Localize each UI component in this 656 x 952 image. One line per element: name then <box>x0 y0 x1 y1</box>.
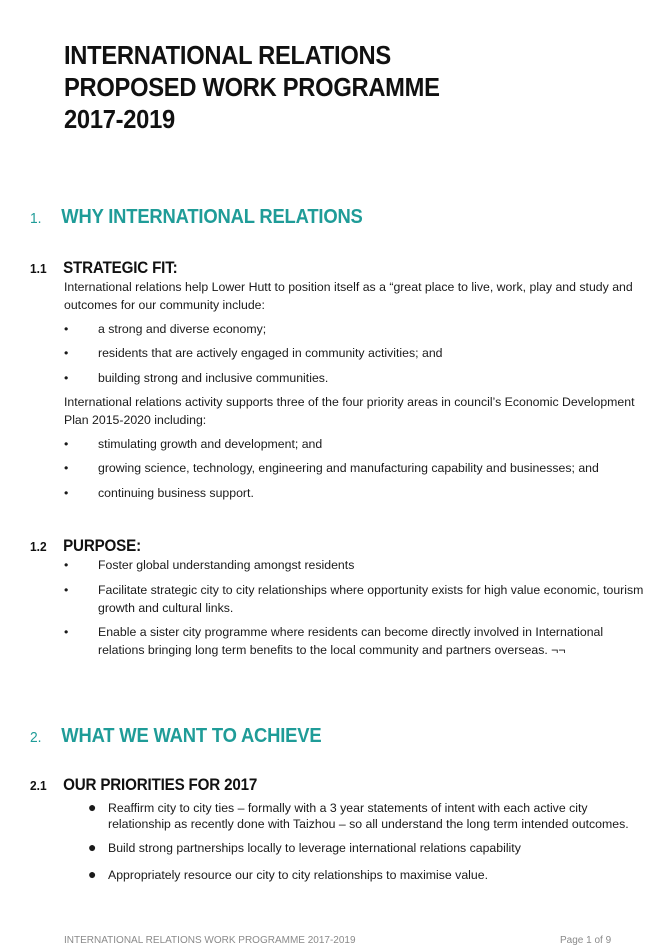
subsection-2-1-number: 2.1 <box>30 778 47 793</box>
footer-page-number: Page 1 of 9 <box>560 935 612 946</box>
bullet-mark: ● <box>88 799 97 815</box>
list-item-text: continuing business support. <box>98 486 254 500</box>
bullet-mark: • <box>64 558 69 572</box>
list-item-text: Facilitate strategic city to city relationships where opportunity exists for high value economic, tourism growth and cultural links. <box>98 583 644 615</box>
section-2-title: WHAT WE WANT TO ACHIEVE <box>61 725 322 747</box>
title-line-3: 2017-2019 <box>64 106 175 134</box>
document-title <box>64 40 440 136</box>
bullet-mark: • <box>64 371 69 385</box>
section-2-number: 2. <box>30 729 42 746</box>
list-item-text: growing science, technology, engineering and manufacturing capability and businesses; and <box>98 461 599 475</box>
list-item-text: a strong and diverse economy; <box>98 322 267 336</box>
list-item-text: Foster global understanding amongst residents <box>98 558 355 572</box>
title-line-2: PROPOSED WORK PROGRAMME <box>64 74 440 102</box>
subsection-2-1-title: OUR PRIORITIES FOR 2017 <box>63 776 258 794</box>
section-1-number: 1. <box>30 210 42 227</box>
section-2-heading <box>30 721 321 749</box>
bullet-mark: • <box>64 322 69 336</box>
strategic-fit-intro: International relations help Lower Hutt to position itself as a “great place to live, work, play and study and outcomes for our community include: <box>64 280 633 312</box>
footer-document-title: INTERNATIONAL RELATIONS WORK PROGRAMME 2017-2019 <box>64 935 356 946</box>
list-item-text: building strong and inclusive communities. <box>98 371 329 385</box>
list-item-text: residents that are actively engaged in community activities; and <box>98 346 443 360</box>
section-1-title: WHY INTERNATIONAL RELATIONS <box>61 206 363 228</box>
subsection-1-2-number: 1.2 <box>30 539 47 554</box>
list-item-text: Appropriately resource our city to city relationships to maximise value. <box>108 868 488 882</box>
list-item-text: Reaffirm city to city ties – formally with a 3 year statements of intent with each active city relationship as recently done with Taizhou – so all understand the long term intended outcomes. <box>108 801 629 831</box>
subsection-1-1-heading <box>30 256 177 278</box>
bullet-mark: • <box>64 437 69 451</box>
list-item-text: Build strong partnerships locally to leverage international relations capability <box>108 841 521 855</box>
subsection-1-2-title: PURPOSE: <box>63 537 141 555</box>
bullet-mark: • <box>64 346 69 360</box>
bullet-mark: • <box>64 625 69 639</box>
subsection-1-1-title: STRATEGIC FIT: <box>63 259 178 277</box>
bullet-mark: • <box>64 583 69 597</box>
section-1-heading <box>30 202 363 230</box>
bullet-mark: • <box>64 461 69 475</box>
bullet-mark: • <box>64 486 69 500</box>
bullet-mark: ● <box>88 866 97 882</box>
list-item-text: Enable a sister city programme where residents can become directly involved in International relations bringing long term benefits to the local community and partners overseas. ¬¬ <box>98 625 604 657</box>
subsection-2-1-heading <box>30 773 257 795</box>
subsection-1-1-number: 1.1 <box>30 261 47 276</box>
subsection-1-2-heading <box>30 534 141 556</box>
title-line-1: INTERNATIONAL RELATIONS <box>64 42 391 70</box>
economic-plan-paragraph: International relations activity supports three of the four priority areas in council’s Economic Development Plan 2015-2020 including: <box>64 395 635 427</box>
list-item-text: stimulating growth and development; and <box>98 437 323 451</box>
bullet-mark: ● <box>88 839 97 855</box>
